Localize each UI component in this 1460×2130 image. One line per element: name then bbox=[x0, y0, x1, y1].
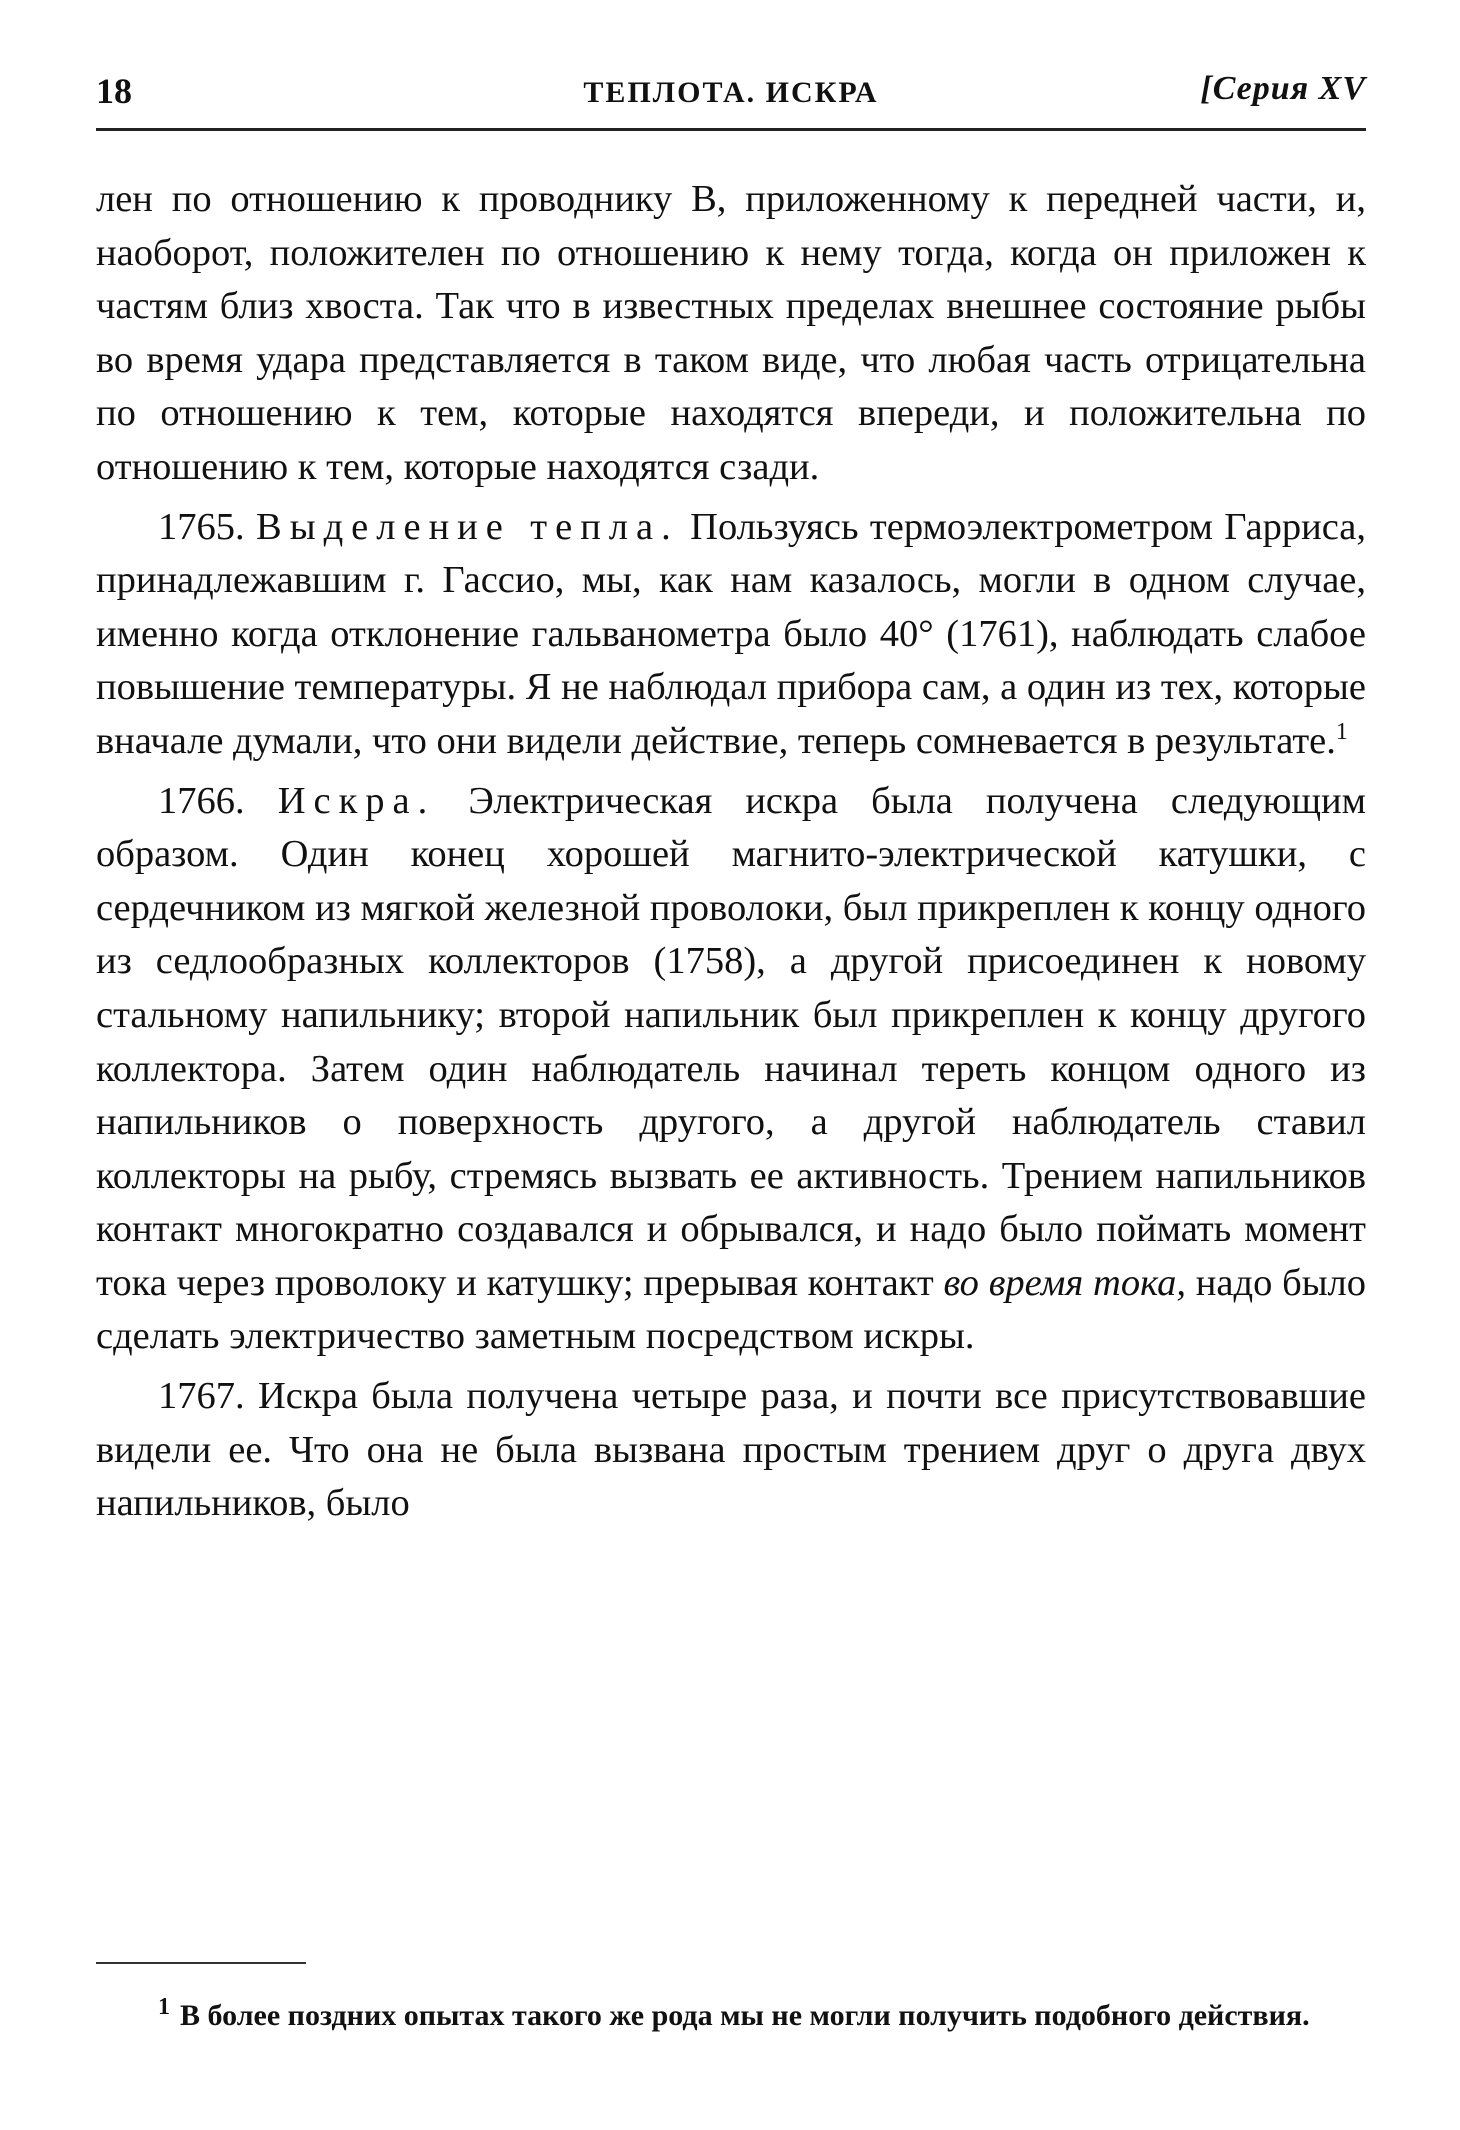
paragraph-text: надо было сделать электричество заметным посредством искры. bbox=[96, 1261, 1367, 1358]
series-label: [Серия XV bbox=[1200, 70, 1366, 107]
paragraph-1766 bbox=[96, 775, 1366, 1365]
footnote-rule bbox=[96, 1962, 306, 1964]
paragraph-text: Искра была получена четыре раза, и почти все присутствовавшие видели ее. Что она не была вызвана простым трением друг о друга двух напильников, было bbox=[96, 1375, 1367, 1525]
page-number: 18 bbox=[96, 71, 132, 111]
paragraph-text: Пользуясь термоэлектрометром Гарриса, принадлежавшим г. Гассио, мы, как нам казалось, могли в одном случае, именно когда отклонение гальванометра было 40° (1761), наблюдать слабое повышение температуры. Я не наблюдал прибора сам, а один из тех, которые вначале думали, что они видели действие, теперь сомневается в результате. bbox=[96, 505, 1367, 762]
section-heading: Искра. bbox=[277, 779, 436, 822]
section-number: 1767. bbox=[158, 1375, 245, 1418]
paragraph-1767 bbox=[96, 1370, 1366, 1531]
emphasis-text: во время тока, bbox=[943, 1261, 1187, 1304]
page-header bbox=[96, 62, 1366, 118]
header-rule bbox=[96, 128, 1366, 131]
footnote-number: 1 bbox=[158, 1994, 170, 2020]
paragraph-text: Электрическая искра была получена следующим образом. Один конец хорошей магнито-электрической катушки, с сердечником из мягкой железной проволоки, был прикреплен к концу одного из седлообразных коллекторов (1758), а другой присоединен к новому стальному напильнику; второй напильник был прикреплен к концу другого коллектора. Затем один наблюдатель начинал тереть концом одного из напильников о поверхность другого, а другой наблюдатель ставил коллекторы на рыбу, стремясь вызвать ее активность. Трением напильников контакт многократно создавался и обрывался, и надо было поймать момент тока через проволоку и катушку; прерывая контакт bbox=[96, 779, 1367, 1304]
footnote-reference[interactable]: 1 bbox=[1335, 719, 1348, 746]
footnote bbox=[96, 1994, 1366, 2038]
body-text bbox=[96, 173, 1366, 1531]
section-number: 1766. bbox=[158, 779, 245, 822]
section-number: 1765. bbox=[158, 505, 245, 548]
footnote-text: В более поздних опытах такого же рода мы не могли получить подобного действия. bbox=[180, 1999, 1310, 2032]
section-heading: Выделение тепла. bbox=[256, 505, 679, 548]
paragraph-1765 bbox=[96, 501, 1366, 769]
running-title: ТЕПЛОТА. ИСКРА bbox=[583, 76, 879, 109]
page bbox=[96, 62, 1366, 1537]
paragraph-continuation bbox=[96, 173, 1366, 495]
paragraph-text: лен по отношению к проводнику В, приложенному к передней части, и, наоборот, положителен по отношению к нему тогда, когда он приложен к частям близ хвоста. Так что в известных пределах внешнее состояние рыбы во время удара представляется в таком виде, что любая часть отрицательна по отношению к тем, которые находятся впереди, и положительна по отношению к тем, которые находятся сзади. bbox=[96, 178, 1366, 488]
